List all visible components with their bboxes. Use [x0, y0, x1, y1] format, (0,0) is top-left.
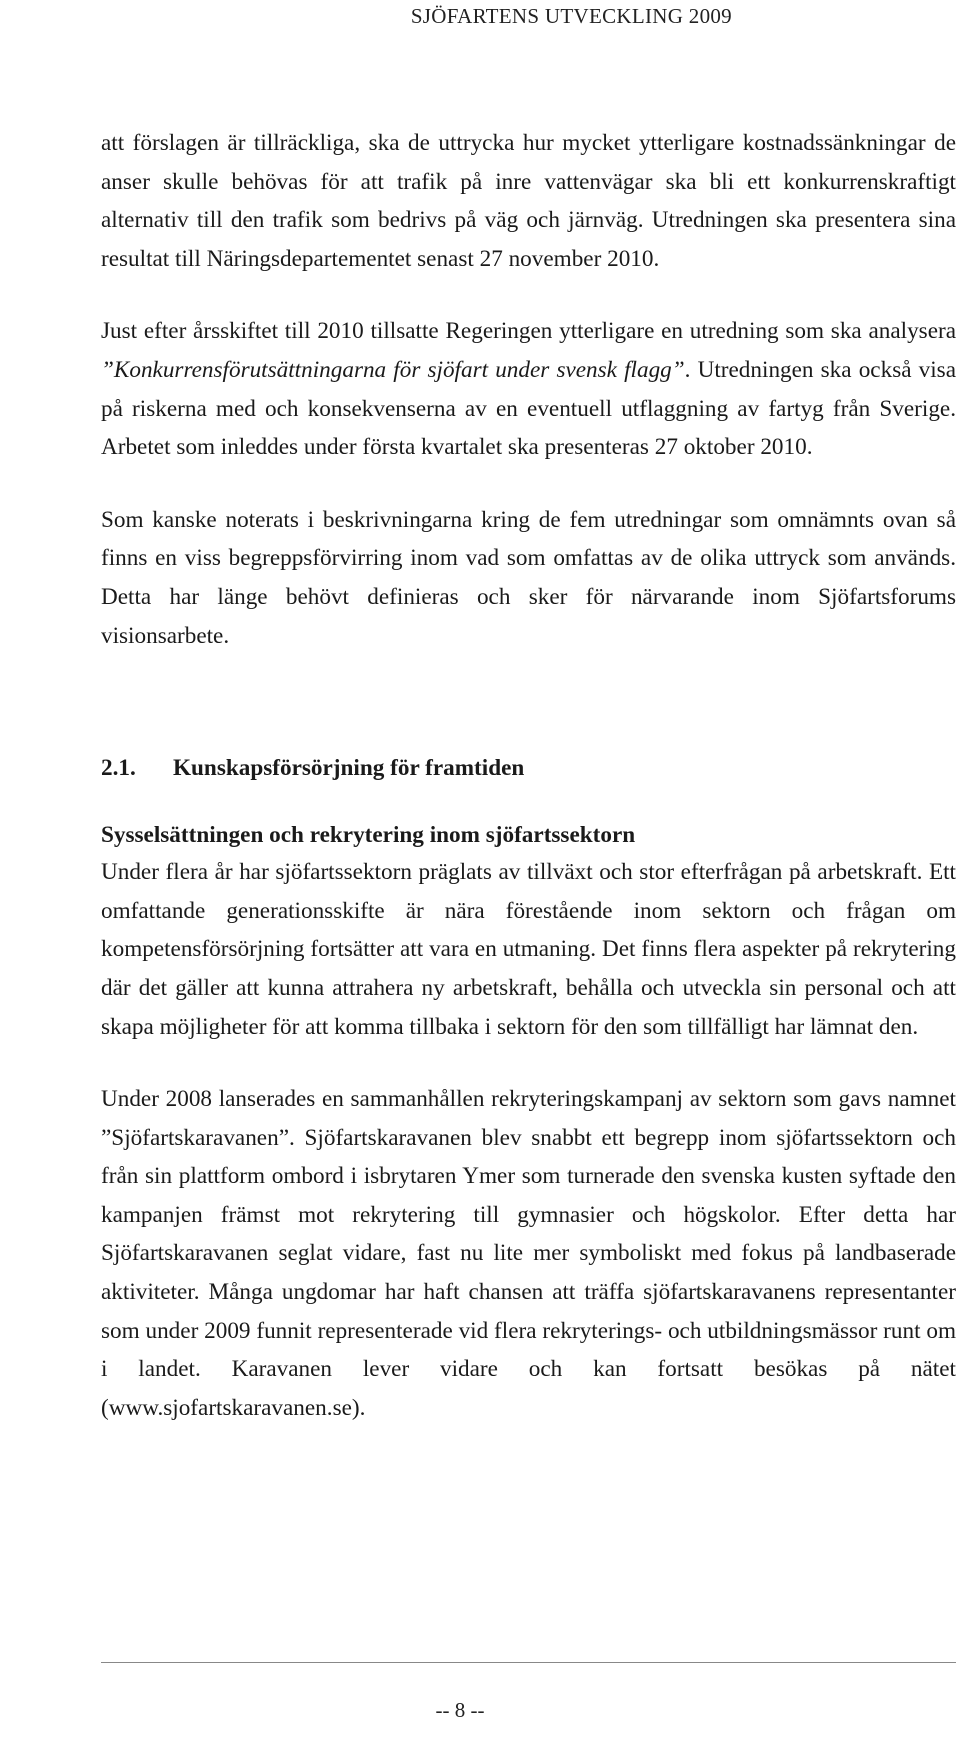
paragraph-sjofartskaravanen: Under 2008 lanserades en sammanhållen rekryteringskampanj av sektorn som gavs namnet ”Sjöfartskaravanen”. Sjöfartskaravanen blev snabbt ett begrepp inom sjöfartssektorn och från sin plattform ombord i isbrytaren Ymer som turnerade den svenska kusten syftade den kampanjen främst mot rekrytering till gymnasier och högskolor. Efter detta har Sjöfartskaravanen seglat vidare, fast nu lite mer symboliskt med fokus på landbaserade aktiviteter. Många ungdomar har haft chansen att träffa sjöfartskaravanens representanter som under 2009 funnit representerade vid flera rekryterings- och utbildningsmässor runt om i landet. Karavanen lever vidare och kan fortsatt besökas på nätet (www.sjofartskaravanen.se). — [101, 1086, 956, 1421]
paragraph-text: . Utredningen ska också visa på riskerna med och konsekvenserna av en eventuell utflaggning av fartyg från Sverige. Arbetet som inleddes under första kvartalet ska presenteras 27 oktober 2010. — [101, 356, 956, 461]
running-header: SJÖFARTENS UTVECKLING 2009 — [410, 4, 732, 28]
footer-rule — [101, 1662, 956, 1663]
paragraph-utflaggning — [101, 312, 956, 466]
section-number: 2.1. — [101, 755, 136, 782]
section-heading — [101, 749, 956, 787]
subheading: Sysselsättningen och rekrytering inom sjöfartssektorn — [101, 822, 636, 849]
paragraph-begreppsforvirring: Som kanske noterats i beskrivningarna kring de fem utredningar som omnämnts ovan så finns en viss begreppsförvirring inom vad som omfattas av de olika uttryck som används. Detta har länge behövt definieras och sker för närvarande inom Sjöfartsforums visionsarbete. — [101, 506, 956, 649]
page-number — [0, 1698, 960, 1723]
paragraph-rekrytering: Under flera år har sjöfartssektorn präglats av tillväxt och stor efterfrågan på arbetskraft. Ett omfattande generationsskifte är nära förestående inom sektorn och frågan om kompetensförsörjning fortsätter att vara en utmaning. Det finns flera aspekter på rekrytering där det gäller att kunna attrahera ny arbetskraft, behålla och utveckla sin personal och att skapa möjligheter för att komma tillbaka i sektorn för den som tillfälligt har lämnat den. — [101, 859, 956, 1040]
section-gap — [101, 655, 956, 749]
paragraph-text: Just efter årsskiftet till 2010 tillsatte Regeringen ytterligare en utredning som ska analysera — [101, 318, 956, 345]
document-body — [101, 124, 956, 1427]
paragraph-gap — [101, 278, 956, 312]
page-number-text: -- 8 -- — [435, 1698, 485, 1722]
paragraph-inre-vattenvagar: att förslagen är tillräckliga, ska de uttrycka hur mycket ytterligare kostnadssänkningar de anser skulle behövas för att trafik på inre vattenvägar ska bli ett konkurrenskraftigt alternativ till den trafik som bedrivs på väg och järnväg. Utredningen ska presentera sina resultat till Näringsdepartementet senast 27 november 2010. — [101, 130, 956, 272]
section-title: Kunskapsförsörjning för framtiden — [173, 755, 525, 782]
paragraph-gap — [101, 1046, 956, 1080]
paragraph-gap — [101, 467, 956, 501]
heading-gap — [101, 787, 956, 817]
report-title-italic: ”Konkurrensförutsättningarna för sjöfart under svensk flagg” — [101, 356, 685, 383]
